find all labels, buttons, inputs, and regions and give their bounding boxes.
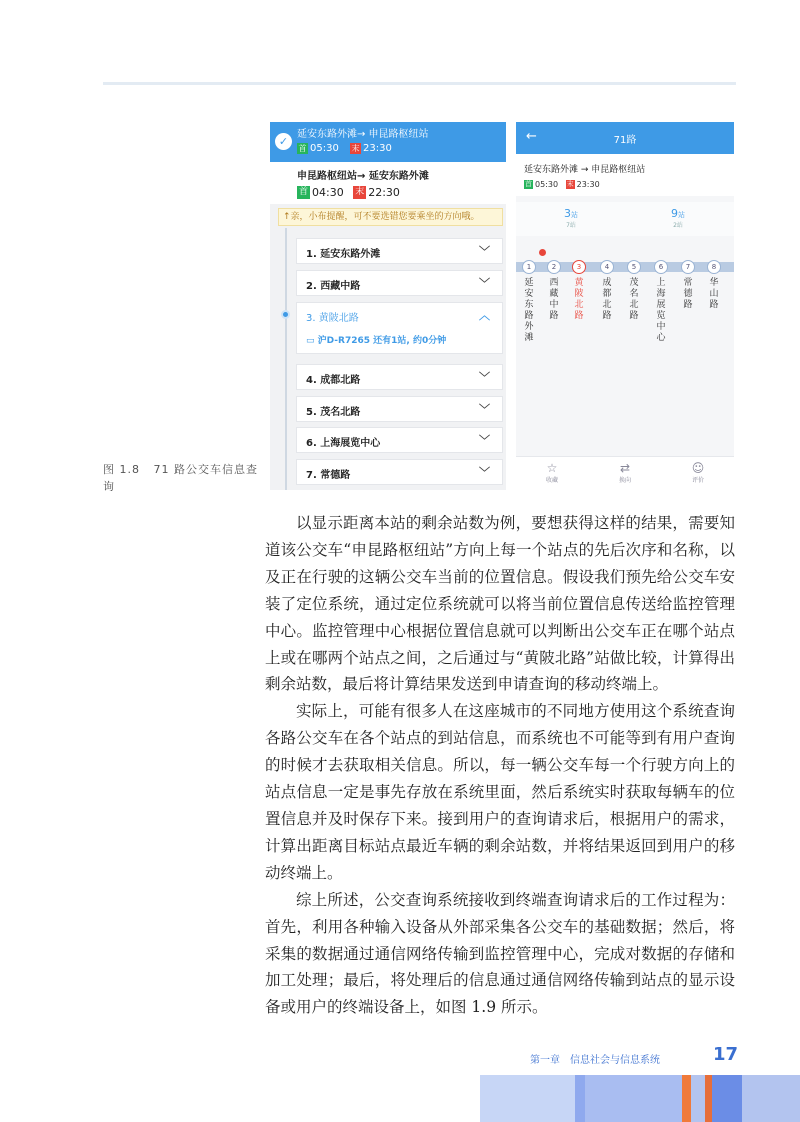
route-times: 首 05:30 末 23:30 [525,180,600,189]
stop-name-vertical[interactable]: 上海展览中心 [656,278,666,343]
stop-node[interactable]: 7 [681,260,695,274]
reverse-direction-label: 申昆路枢纽站→ 延安东路外滩 [297,171,429,182]
route-line [285,228,287,490]
stop-name-vertical[interactable]: 华山路 [709,278,719,310]
arrival-1: 3站 7站 [564,207,578,229]
back-arrow-icon[interactable]: ← [526,129,537,144]
paragraph: 以显示距离本站的剩余站数为例，要想获得这样的结果，需要知道该公交车“申昆路枢纽站”方向上每一个站点的先后次序和名称，以及正在行驶的这辆公交车当前的位置信息。假设我们预先给公交车安装了定位系统，通过定位系统就可以将当前位置信息传送给监控管理中心。监控管理中心根据位置信息就可以判断出公交车正在哪个站点上或在哪两个站点之间，之后通过与“黄陂北路”站做比较，计算得出剩余站数，最后将计算结果发送到申请查询的移动终端上。 [265,514,735,694]
stop-name-vertical[interactable]: 西藏中路 [549,278,559,321]
top-rule [103,82,736,85]
comment-icon: ☺ [691,461,705,475]
stop-node[interactable]: 5 [627,260,641,274]
star-icon: ☆ [546,461,558,475]
stop-name-vertical[interactable]: 茂名北路 [629,278,639,321]
reverse-service-times [297,185,406,199]
stop-node[interactable]: 8 [707,260,721,274]
comment-action[interactable]: ☺ 评价 [678,461,718,484]
chevron-down-icon: ﹀ [479,403,490,416]
chevron-down-icon: ﹀ [479,277,490,290]
route-direction: 延安东路外滩 → 申昆路枢纽站 [524,165,646,175]
decorative-bars [480,1075,800,1122]
direction-label: 延安东路外滩→ 申昆路枢纽站 [297,129,429,140]
stop-item[interactable]: 7. 常德路 ﹀ [296,459,503,485]
chevron-down-icon: ﹀ [479,371,490,384]
paragraph: 综上所述，公交查询系统接收到终端查询请求后的工作过程为：首先，利用各种输入设备从外部采集各公交车的基础数据；然后，将采集的数据通过通信网络传输到监控管理中心，完成对数据的存储和加工处理；最后，将处理后的信息通过通信网络传输到站点的显示设备或用户的终端设备上，如图 1.9 所示。 [265,890,735,1017]
first-bus-badge: 首 [298,144,307,153]
stop-item-active[interactable]: 3. 黄陂北路 ︿ ▭ 沪D-R7265 还有1站, 约0分钟 [296,302,503,354]
swap-direction-action[interactable]: ⇄ 换向 [605,461,645,484]
first-bus-time: 05:30 [310,143,339,154]
stop-node[interactable]: 6 [654,260,668,274]
deco-bar [712,1075,742,1122]
stop-name-vertical[interactable]: 延安东路外滩 [524,278,534,343]
deco-bar [705,1075,712,1122]
stop-item[interactable]: 6. 上海展览中心 ﹀ [296,427,503,453]
reverse-first-bus-time: 04:30 [312,185,344,199]
deco-bar [691,1075,705,1122]
figure-caption: 图 1.8 71 路公交车信息查询 [103,463,258,493]
chapter-title: 第一章 信息社会与信息系统 [530,1055,660,1066]
stop-item[interactable]: 4. 成都北路 ﹀ [296,364,503,390]
route-info [516,154,734,196]
reverse-direction[interactable] [270,162,506,204]
current-stop-dot [281,310,290,319]
bus-arrival-info: ▭ 沪D-R7265 还有1站, 约0分钟 [306,336,447,346]
check-icon: ✓ [275,133,292,150]
stop-name-vertical[interactable]: 黄陂北路 [574,278,584,321]
bus-route-screen-left [270,122,506,490]
last-bus-badge: 末 [351,144,360,153]
direction-tip: ↑亲，小布提醒，可不要选错您要乘坐的方向哦。 [278,208,503,226]
first-bus-badge: 首 [525,180,532,188]
route-title: 71路 [613,135,637,146]
deco-bar [742,1075,800,1122]
bus-icon: ▭ [306,336,318,346]
selected-direction[interactable] [270,122,506,162]
chevron-down-icon: ﹀ [479,434,490,447]
stop-node[interactable]: 2 [547,260,561,274]
first-bus-badge: 首 [298,186,308,197]
body-text [265,510,735,1021]
stop-item[interactable]: 5. 茂名北路 ﹀ [296,396,503,422]
bus-position-icon [539,249,546,256]
last-bus-time: 23:30 [363,143,392,154]
reverse-last-bus-time: 22:30 [368,185,400,199]
chevron-down-icon: ﹀ [479,466,490,479]
favorite-action[interactable]: ☆ 收藏 [532,461,572,484]
stop-item[interactable]: 1. 延安东路外滩 ﹀ [296,238,503,264]
stop-name-vertical[interactable]: 常德路 [683,278,693,310]
last-bus-badge: 末 [355,186,365,197]
stop-node[interactable]: 3 [572,260,586,274]
stop-name-vertical[interactable]: 成都北路 [602,278,612,321]
action-footer [516,456,734,490]
route-header [516,122,734,154]
last-bus-badge: 末 [566,180,574,188]
stop-item[interactable]: 2. 西藏中路 ﹀ [296,270,503,296]
service-times [297,143,400,155]
arrival-2: 9站 2站 [671,207,685,229]
deco-bar [682,1075,691,1122]
arrival-panel [516,202,734,236]
swap-icon: ⇄ [619,461,631,475]
deco-bar [575,1075,585,1122]
chevron-up-icon: ︿ [479,309,490,322]
stop-node[interactable]: 4 [600,260,614,274]
bus-route-screen-right [516,122,734,490]
chevron-down-icon: ﹀ [479,245,490,258]
deco-bar [585,1075,682,1122]
stop-node[interactable]: 1 [522,260,536,274]
paragraph: 实际上，可能有很多人在这座城市的不同地方使用这个系统查询各路公交车在各个站点的到站信息，而系统也不可能等到有用户查询的时候才去获取相关信息。所以，每一辆公交车每一个行驶方向上的站点信息一定是事先存放在系统里面，然后系统实时获取每辆车的位置信息并及时保存下来。接到用户的查询请求后，根据用户的需求，计算出距离目标站点最近车辆的剩余站数，并将结果返回到用户的移动终端上。 [265,702,735,882]
deco-bar [480,1075,575,1122]
page-number: 17 [713,1044,739,1065]
